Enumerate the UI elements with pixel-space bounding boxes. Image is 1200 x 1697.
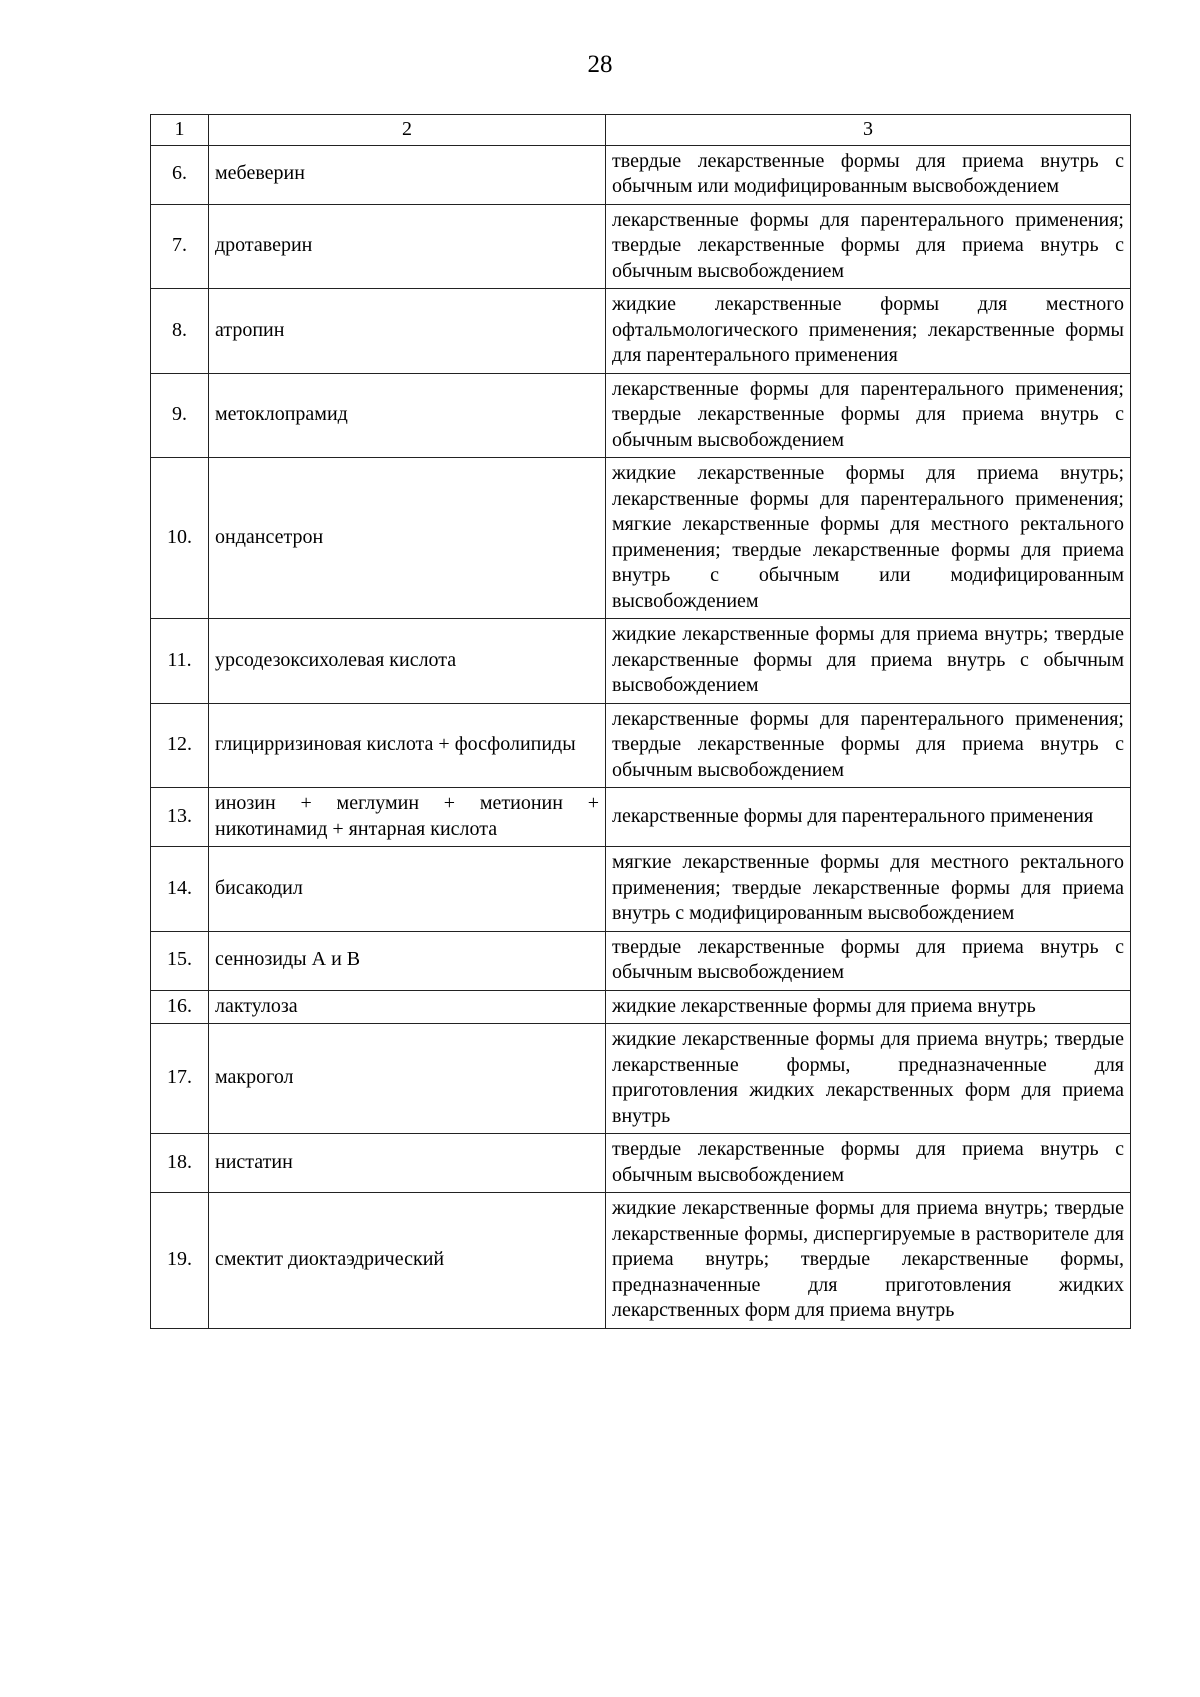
- drug-name: атропин: [209, 289, 606, 374]
- table-row: [151, 204, 1131, 289]
- row-number: 15.: [151, 931, 209, 990]
- dosage-forms: твердые лекарственные формы для приема внутрь с обычным высвобождением: [606, 931, 1131, 990]
- row-number: 19.: [151, 1193, 209, 1329]
- dosage-forms: лекарственные формы для парентерального применения; твердые лекарственные формы для приема внутрь с обычным высвобождением: [606, 373, 1131, 458]
- table-row: [151, 619, 1131, 704]
- drug-name: дротаверин: [209, 204, 606, 289]
- row-number: 9.: [151, 373, 209, 458]
- row-number: 8.: [151, 289, 209, 374]
- table-row: [151, 1193, 1131, 1329]
- drug-name: сеннозиды А и В: [209, 931, 606, 990]
- drug-name: урсодезоксихолевая кислота: [209, 619, 606, 704]
- drug-name: бисакодил: [209, 847, 606, 932]
- dosage-forms: жидкие лекарственные формы для приема внутрь; твердые лекарственные формы для приема внутрь с обычным высвобождением: [606, 619, 1131, 704]
- table-row: [151, 145, 1131, 204]
- dosage-forms: жидкие лекарственные формы для местного офтальмологического применения; лекарственные формы для парентерального применения: [606, 289, 1131, 374]
- row-number: 16.: [151, 990, 209, 1024]
- dosage-forms: твердые лекарственные формы для приема внутрь с обычным или модифицированным высвобождением: [606, 145, 1131, 204]
- drug-name: глицирризиновая кислота + фосфолипиды: [209, 703, 606, 788]
- dosage-forms: жидкие лекарственные формы для приема внутрь: [606, 990, 1131, 1024]
- table-row: [151, 289, 1131, 374]
- dosage-forms: мягкие лекарственные формы для местного ректального применения; твердые лекарственные формы для приема внутрь с модифицированным высвобождением: [606, 847, 1131, 932]
- drug-table: [150, 114, 1131, 1329]
- dosage-forms: лекарственные формы для парентерального применения; твердые лекарственные формы для приема внутрь с обычным высвобождением: [606, 204, 1131, 289]
- dosage-forms: твердые лекарственные формы для приема внутрь с обычным высвобождением: [606, 1134, 1131, 1193]
- table-row: [151, 847, 1131, 932]
- table-header-row: [151, 115, 1131, 146]
- table-row: [151, 703, 1131, 788]
- drug-name: инозин + меглумин + метионин + никотинамид + янтарная кислота: [209, 788, 606, 847]
- drug-name: смектит диоктаэдрический: [209, 1193, 606, 1329]
- drug-name: макрогол: [209, 1024, 606, 1134]
- table-row: [151, 1134, 1131, 1193]
- dosage-forms: жидкие лекарственные формы для приема внутрь; твердые лекарственные формы, диспергируемые в растворителе для приема внутрь; твердые лекарственные формы, предназначенные для приготовления жидких лекарственных форм для приема внутрь: [606, 1193, 1131, 1329]
- column-header-2: 2: [209, 115, 606, 146]
- dosage-forms: лекарственные формы для парентерального применения: [606, 788, 1131, 847]
- drug-name: мебеверин: [209, 145, 606, 204]
- row-number: 17.: [151, 1024, 209, 1134]
- column-header-1: 1: [151, 115, 209, 146]
- dosage-forms: жидкие лекарственные формы для приема внутрь; твердые лекарственные формы, предназначенные для приготовления жидких лекарственных форм для приема внутрь: [606, 1024, 1131, 1134]
- row-number: 10.: [151, 458, 209, 619]
- drug-name: лактулоза: [209, 990, 606, 1024]
- dosage-forms: жидкие лекарственные формы для приема внутрь; лекарственные формы для парентерального применения; мягкие лекарственные формы для местного ректального применения; твердые лекарственные формы для приема внутрь с обычным или модифицированным высвобождением: [606, 458, 1131, 619]
- row-number: 14.: [151, 847, 209, 932]
- page-number: 28: [587, 51, 613, 78]
- drug-name: ондансетрон: [209, 458, 606, 619]
- row-number: 7.: [151, 204, 209, 289]
- table-row: [151, 931, 1131, 990]
- table-row: [151, 373, 1131, 458]
- row-number: 11.: [151, 619, 209, 704]
- drug-name: метоклопрамид: [209, 373, 606, 458]
- row-number: 18.: [151, 1134, 209, 1193]
- table-row: [151, 1024, 1131, 1134]
- row-number: 6.: [151, 145, 209, 204]
- table-row: [151, 990, 1131, 1024]
- table-row: [151, 458, 1131, 619]
- dosage-forms: лекарственные формы для парентерального применения; твердые лекарственные формы для приема внутрь с обычным высвобождением: [606, 703, 1131, 788]
- row-number: 13.: [151, 788, 209, 847]
- table-row: [151, 788, 1131, 847]
- row-number: 12.: [151, 703, 209, 788]
- column-header-3: 3: [606, 115, 1131, 146]
- drug-name: нистатин: [209, 1134, 606, 1193]
